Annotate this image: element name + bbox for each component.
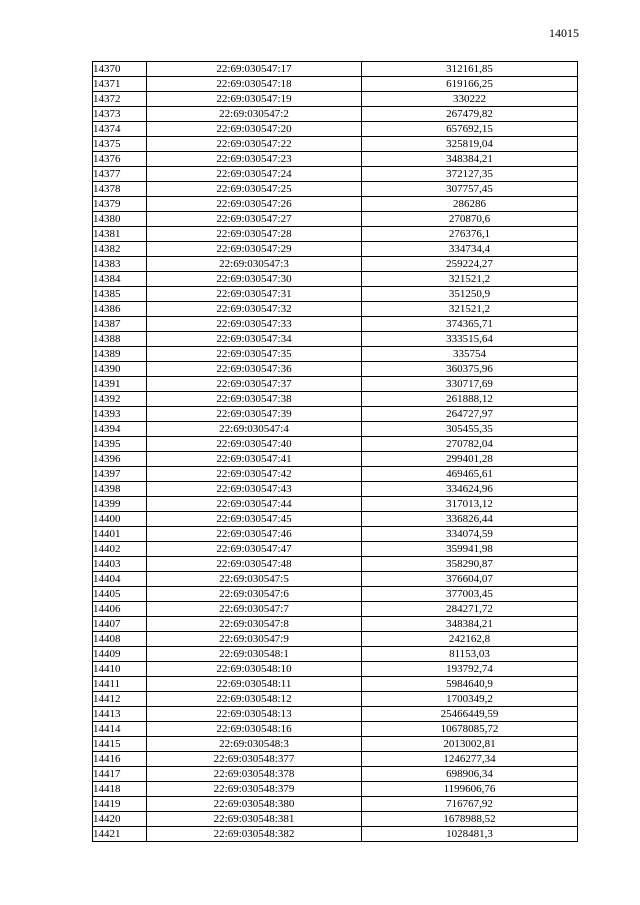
table-row (93, 662, 578, 677)
cadastral-number-cell: 22:69:030547:8 (147, 617, 362, 632)
table-row (93, 377, 578, 392)
cadastral-value-cell: 1700349,2 (362, 692, 578, 707)
cadastral-value-cell: 299401,28 (362, 452, 578, 467)
table-row (93, 227, 578, 242)
row-number-cell: 14415 (93, 737, 147, 752)
cadastral-number-cell: 22:69:030547:42 (147, 467, 362, 482)
cadastral-value-cell: 267479,82 (362, 107, 578, 122)
table-row (93, 287, 578, 302)
row-number-cell: 14390 (93, 362, 147, 377)
cadastral-number-cell: 22:69:030547:22 (147, 137, 362, 152)
cadastral-value-cell: 469465,61 (362, 467, 578, 482)
cadastral-number-cell: 22:69:030547:20 (147, 122, 362, 137)
table-row (93, 137, 578, 152)
cadastral-value-cell: 270782,04 (362, 437, 578, 452)
row-number-cell: 14420 (93, 812, 147, 827)
table-row (93, 257, 578, 272)
cadastral-number-cell: 22:69:030547:27 (147, 212, 362, 227)
cadastral-value-cell: 242162,8 (362, 632, 578, 647)
row-number-cell: 14400 (93, 512, 147, 527)
table-row (93, 587, 578, 602)
cadastral-value-cell: 312161,85 (362, 62, 578, 77)
row-number-cell: 14388 (93, 332, 147, 347)
row-number-cell: 14381 (93, 227, 147, 242)
cadastral-number-cell: 22:69:030547:25 (147, 182, 362, 197)
table-row (93, 527, 578, 542)
cadastral-number-cell: 22:69:030548:16 (147, 722, 362, 737)
cadastral-value-cell: 286286 (362, 197, 578, 212)
cadastral-number-cell: 22:69:030547:4 (147, 422, 362, 437)
row-number-cell: 14412 (93, 692, 147, 707)
cadastral-value-cell: 334074,59 (362, 527, 578, 542)
cadastral-value-cell: 321521,2 (362, 272, 578, 287)
table-row (93, 767, 578, 782)
table-row (93, 272, 578, 287)
row-number-cell: 14421 (93, 827, 147, 842)
cadastral-number-cell: 22:69:030547:43 (147, 482, 362, 497)
cadastral-number-cell: 22:69:030547:19 (147, 92, 362, 107)
cadastral-value-cell: 325819,04 (362, 137, 578, 152)
table-row (93, 92, 578, 107)
table-row (93, 647, 578, 662)
table-row (93, 497, 578, 512)
table-row (93, 632, 578, 647)
table-row (93, 332, 578, 347)
row-number-cell: 14394 (93, 422, 147, 437)
cadastral-value-cell: 193792,74 (362, 662, 578, 677)
table-row (93, 407, 578, 422)
table-row (93, 737, 578, 752)
cadastral-number-cell: 22:69:030548:380 (147, 797, 362, 812)
cadastral-value-cell: 1246277,34 (362, 752, 578, 767)
cadastral-value-cell: 377003,45 (362, 587, 578, 602)
table-row (93, 782, 578, 797)
row-number-cell: 14370 (93, 62, 147, 77)
cadastral-value-cell: 284271,72 (362, 602, 578, 617)
cadastral-number-cell: 22:69:030547:30 (147, 272, 362, 287)
cadastral-number-cell: 22:69:030547:7 (147, 602, 362, 617)
cadastral-value-cell: 1028481,3 (362, 827, 578, 842)
cadastral-value-cell: 619166,25 (362, 77, 578, 92)
row-number-cell: 14375 (93, 137, 147, 152)
row-number-cell: 14418 (93, 782, 147, 797)
cadastral-value-cell: 335754 (362, 347, 578, 362)
table-row (93, 752, 578, 767)
cadastral-value-cell: 358290,87 (362, 557, 578, 572)
cadastral-value-cell: 374365,71 (362, 317, 578, 332)
row-number-cell: 14373 (93, 107, 147, 122)
cadastral-value-cell: 360375,96 (362, 362, 578, 377)
cadastral-number-cell: 22:69:030547:45 (147, 512, 362, 527)
row-number-cell: 14374 (93, 122, 147, 137)
table-row (93, 692, 578, 707)
row-number-cell: 14383 (93, 257, 147, 272)
table-row (93, 317, 578, 332)
cadastral-number-cell: 22:69:030547:28 (147, 227, 362, 242)
row-number-cell: 14416 (93, 752, 147, 767)
cadastral-value-cell: 348384,21 (362, 152, 578, 167)
cadastral-value-cell: 10678085,72 (362, 722, 578, 737)
cadastral-number-cell: 22:69:030548:382 (147, 827, 362, 842)
cadastral-value-cell: 261888,12 (362, 392, 578, 407)
cadastral-value-cell: 359941,98 (362, 542, 578, 557)
row-number-cell: 14371 (93, 77, 147, 92)
cadastral-value-cell: 336826,44 (362, 512, 578, 527)
table-row (93, 572, 578, 587)
cadastral-number-cell: 22:69:030548:3 (147, 737, 362, 752)
table-row (93, 512, 578, 527)
cadastral-number-cell: 22:69:030547:3 (147, 257, 362, 272)
cadastral-value-cell: 334624,96 (362, 482, 578, 497)
row-number-cell: 14392 (93, 392, 147, 407)
cadastral-number-cell: 22:69:030547:29 (147, 242, 362, 257)
row-number-cell: 14377 (93, 167, 147, 182)
row-number-cell: 14402 (93, 542, 147, 557)
row-number-cell: 14391 (93, 377, 147, 392)
cadastral-number-cell: 22:69:030547:6 (147, 587, 362, 602)
table-row (93, 242, 578, 257)
cadastral-number-cell: 22:69:030547:24 (147, 167, 362, 182)
table-row (93, 482, 578, 497)
cadastral-value-cell: 716767,92 (362, 797, 578, 812)
table-row (93, 122, 578, 137)
row-number-cell: 14407 (93, 617, 147, 632)
table-row (93, 677, 578, 692)
table-row (93, 422, 578, 437)
page-number: 14015 (549, 26, 579, 40)
table-row (93, 707, 578, 722)
row-number-cell: 14419 (93, 797, 147, 812)
cadastral-value-cell: 657692,15 (362, 122, 578, 137)
row-number-cell: 14406 (93, 602, 147, 617)
cadastral-value-cell: 348384,21 (362, 617, 578, 632)
row-number-cell: 14396 (93, 452, 147, 467)
table-row (93, 542, 578, 557)
row-number-cell: 14379 (93, 197, 147, 212)
table-row (93, 182, 578, 197)
row-number-cell: 14413 (93, 707, 147, 722)
cadastral-value-cell: 276376,1 (362, 227, 578, 242)
row-number-cell: 14405 (93, 587, 147, 602)
cadastral-number-cell: 22:69:030548:377 (147, 752, 362, 767)
cadastral-value-cell: 264727,97 (362, 407, 578, 422)
table-row (93, 347, 578, 362)
cadastral-number-cell: 22:69:030547:48 (147, 557, 362, 572)
row-number-cell: 14411 (93, 677, 147, 692)
table-row (93, 617, 578, 632)
row-number-cell: 14417 (93, 767, 147, 782)
cadastral-value-cell: 1199606,76 (362, 782, 578, 797)
cadastral-number-cell: 22:69:030548:379 (147, 782, 362, 797)
cadastral-value-cell: 1678988,52 (362, 812, 578, 827)
table-row (93, 107, 578, 122)
row-number-cell: 14403 (93, 557, 147, 572)
cadastral-number-cell: 22:69:030547:31 (147, 287, 362, 302)
cadastral-value-cell: 334734,4 (362, 242, 578, 257)
row-number-cell: 14384 (93, 272, 147, 287)
row-number-cell: 14398 (93, 482, 147, 497)
cadastral-number-cell: 22:69:030547:38 (147, 392, 362, 407)
table-row (93, 152, 578, 167)
cadastral-number-cell: 22:69:030547:35 (147, 347, 362, 362)
cadastral-number-cell: 22:69:030547:36 (147, 362, 362, 377)
cadastral-value-cell: 317013,12 (362, 497, 578, 512)
cadastral-number-cell: 22:69:030547:17 (147, 62, 362, 77)
table-row (93, 302, 578, 317)
table-row (93, 452, 578, 467)
cadastral-number-cell: 22:69:030547:41 (147, 452, 362, 467)
table-row (93, 392, 578, 407)
table-row (93, 362, 578, 377)
cadastral-value-table (92, 61, 578, 842)
cadastral-value-cell: 305455,35 (362, 422, 578, 437)
cadastral-number-cell: 22:69:030547:40 (147, 437, 362, 452)
cadastral-number-cell: 22:69:030548:10 (147, 662, 362, 677)
table-row (93, 722, 578, 737)
cadastral-number-cell: 22:69:030547:23 (147, 152, 362, 167)
cadastral-value-cell: 2013002,81 (362, 737, 578, 752)
table-row (93, 167, 578, 182)
cadastral-number-cell: 22:69:030547:47 (147, 542, 362, 557)
row-number-cell: 14380 (93, 212, 147, 227)
row-number-cell: 14372 (93, 92, 147, 107)
cadastral-value-cell: 333515,64 (362, 332, 578, 347)
cadastral-number-cell: 22:69:030547:44 (147, 497, 362, 512)
cadastral-value-cell: 351250,9 (362, 287, 578, 302)
cadastral-value-cell: 25466449,59 (362, 707, 578, 722)
cadastral-value-cell: 321521,2 (362, 302, 578, 317)
row-number-cell: 14410 (93, 662, 147, 677)
table-row (93, 437, 578, 452)
cadastral-value-cell: 330222 (362, 92, 578, 107)
table-row (93, 77, 578, 92)
cadastral-number-cell: 22:69:030547:18 (147, 77, 362, 92)
cadastral-number-cell: 22:69:030547:2 (147, 107, 362, 122)
table-row (93, 602, 578, 617)
row-number-cell: 14401 (93, 527, 147, 542)
cadastral-number-cell: 22:69:030548:381 (147, 812, 362, 827)
cadastral-number-cell: 22:69:030547:46 (147, 527, 362, 542)
cadastral-value-cell: 270870,6 (362, 212, 578, 227)
cadastral-number-cell: 22:69:030547:33 (147, 317, 362, 332)
table-row (93, 62, 578, 77)
table-row (93, 212, 578, 227)
table-row (93, 197, 578, 212)
row-number-cell: 14409 (93, 647, 147, 662)
row-number-cell: 14385 (93, 287, 147, 302)
row-number-cell: 14382 (93, 242, 147, 257)
table-row (93, 797, 578, 812)
cadastral-number-cell: 22:69:030548:1 (147, 647, 362, 662)
table-row (93, 557, 578, 572)
row-number-cell: 14404 (93, 572, 147, 587)
cadastral-number-cell: 22:69:030547:37 (147, 377, 362, 392)
cadastral-value-cell: 81153,03 (362, 647, 578, 662)
row-number-cell: 14395 (93, 437, 147, 452)
cadastral-number-cell: 22:69:030547:5 (147, 572, 362, 587)
table-row (93, 812, 578, 827)
row-number-cell: 14387 (93, 317, 147, 332)
cadastral-number-cell: 22:69:030547:26 (147, 197, 362, 212)
row-number-cell: 14408 (93, 632, 147, 647)
row-number-cell: 14393 (93, 407, 147, 422)
row-number-cell: 14399 (93, 497, 147, 512)
row-number-cell: 14386 (93, 302, 147, 317)
table-body (93, 62, 578, 842)
cadastral-number-cell: 22:69:030547:32 (147, 302, 362, 317)
cadastral-number-cell: 22:69:030548:378 (147, 767, 362, 782)
cadastral-value-cell: 259224,27 (362, 257, 578, 272)
cadastral-value-cell: 372127,35 (362, 167, 578, 182)
cadastral-number-cell: 22:69:030547:9 (147, 632, 362, 647)
cadastral-number-cell: 22:69:030548:11 (147, 677, 362, 692)
cadastral-value-cell: 5984640,9 (362, 677, 578, 692)
row-number-cell: 14397 (93, 467, 147, 482)
row-number-cell: 14378 (93, 182, 147, 197)
table-row (93, 467, 578, 482)
row-number-cell: 14376 (93, 152, 147, 167)
cadastral-number-cell: 22:69:030547:34 (147, 332, 362, 347)
table-row (93, 827, 578, 842)
row-number-cell: 14414 (93, 722, 147, 737)
row-number-cell: 14389 (93, 347, 147, 362)
cadastral-number-cell: 22:69:030548:13 (147, 707, 362, 722)
cadastral-value-cell: 698906,34 (362, 767, 578, 782)
cadastral-value-cell: 376604,07 (362, 572, 578, 587)
cadastral-number-cell: 22:69:030547:39 (147, 407, 362, 422)
cadastral-value-cell: 330717,69 (362, 377, 578, 392)
cadastral-value-cell: 307757,45 (362, 182, 578, 197)
cadastral-number-cell: 22:69:030548:12 (147, 692, 362, 707)
